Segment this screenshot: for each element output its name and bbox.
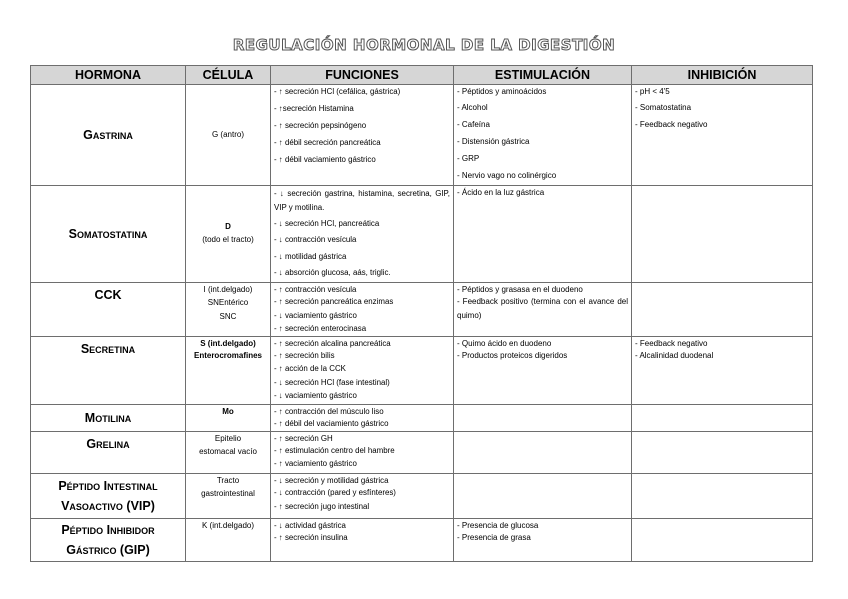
stimulation-cell <box>454 473 632 518</box>
table-row-somatostatina <box>31 185 813 282</box>
functions-cell: - ↓ secreción gastrina, histamina, secretina, GIP, VIP y motilina. - ↓ secreción HCl, pancreática - ↓ contracción vesícula - ↓ motilidad gástrica - ↓ absorción glucosa, aás, triglic. <box>271 185 454 282</box>
cell-type: K (int.delgado) <box>186 518 271 561</box>
stimulation-cell <box>454 431 632 473</box>
hormone-name: Grelina <box>31 431 186 473</box>
hormone-name: Péptido Inhibidor Gástrico (GIP) <box>31 518 186 561</box>
inhibition-cell: - Feedback negativo - Alcalinidad duodenal <box>632 336 813 404</box>
table-row-grelina <box>31 431 813 473</box>
inhibition-cell <box>632 473 813 518</box>
hormone-name: Gastrina <box>31 85 186 186</box>
stimulation-cell: - Presencia de glucosa - Presencia de grasa <box>454 518 632 561</box>
table-row-vip <box>31 473 813 518</box>
functions-cell: - ↓ secreción y motilidad gástrica - ↓ contracción (pared y esfínteres) - ↑ secreción jugo intestinal <box>271 473 454 518</box>
header-celula: CÉLULA <box>186 66 271 85</box>
hormone-name: CCK <box>31 282 186 336</box>
functions-cell: - ↑ secreción GH - ↑ estimulación centro del hambre - ↑ vaciamiento gástrico <box>271 431 454 473</box>
cell-type: Tracto gastrointestinal <box>186 473 271 518</box>
stimulation-cell: - Ácido en la luz gástrica <box>454 185 632 282</box>
header-hormona: HORMONA <box>31 66 186 85</box>
inhibition-cell: - pH < 4'5 - Somatostatina - Feedback negativo <box>632 85 813 186</box>
inhibition-cell <box>632 404 813 431</box>
header-inhibicion: INHIBICIÓN <box>632 66 813 85</box>
functions-cell: - ↑ secreción HCl (cefálica, gástrica) - ↑secreción Histamina - ↑ secreción pepsinógeno - ↑ débil secreción pancreática - ↑ débil vaciamiento gástrico <box>271 85 454 186</box>
hormone-name: Motilina <box>31 404 186 431</box>
cell-type: G (antro) <box>186 85 271 186</box>
table-row-motilina <box>31 404 813 431</box>
table-row-cck <box>31 282 813 336</box>
hormone-name: Péptido Intestinal Vasoactivo (VIP) <box>31 473 186 518</box>
hormone-name: Somatostatina <box>31 185 186 282</box>
functions-cell: - ↑ contracción vesícula - ↑ secreción pancreática enzimas - ↓ vaciamiento gástrico - ↑ secreción enterocinasa <box>271 282 454 336</box>
cell-type: D (todo el tracto) <box>186 185 271 282</box>
cell-type: S (int.delgado) Enterocromafines <box>186 336 271 404</box>
hormone-table <box>30 65 813 562</box>
cell-type: I (int.delgado) SNEntérico SNC <box>186 282 271 336</box>
stimulation-cell: - Quimo ácido en duodeno - Productos proteicos digeridos <box>454 336 632 404</box>
table-row-gip <box>31 518 813 561</box>
header-funciones: FUNCIONES <box>271 66 454 85</box>
inhibition-cell <box>632 185 813 282</box>
cell-type: Epitelio estomacal vacío <box>186 431 271 473</box>
stimulation-cell: - Péptidos y grasasa en el duodeno - Feedback positivo (termina con el avance del quimo) <box>454 282 632 336</box>
hormone-name: Secretina <box>31 336 186 404</box>
inhibition-cell <box>632 431 813 473</box>
functions-cell: - ↑ secreción alcalina pancreática - ↑ secreción bilis - ↑ acción de la CCK - ↓ secreción HCl (fase intestinal) - ↓ vaciamiento gástrico <box>271 336 454 404</box>
stimulation-cell: - Péptidos y aminoácidos - Alcohol - Cafeína - Distensión gástrica - GRP - Nervio vago no colinérgico <box>454 85 632 186</box>
inhibition-cell <box>632 518 813 561</box>
functions-cell: - ↑ contracción del músculo liso - ↑ débil del vaciamiento gástrico <box>271 404 454 431</box>
functions-cell: - ↓ actividad gástrica - ↑ secreción insulina <box>271 518 454 561</box>
table-row-secretina <box>31 336 813 404</box>
page-title: REGULACIÓN HORMONAL DE LA DIGESTIÓN <box>232 36 616 54</box>
stimulation-cell <box>454 404 632 431</box>
header-row <box>31 66 813 85</box>
table-row-gastrina <box>31 85 813 186</box>
cell-type: Mo <box>186 404 271 431</box>
inhibition-cell <box>632 282 813 336</box>
header-estimulacion: ESTIMULACIÓN <box>454 66 632 85</box>
